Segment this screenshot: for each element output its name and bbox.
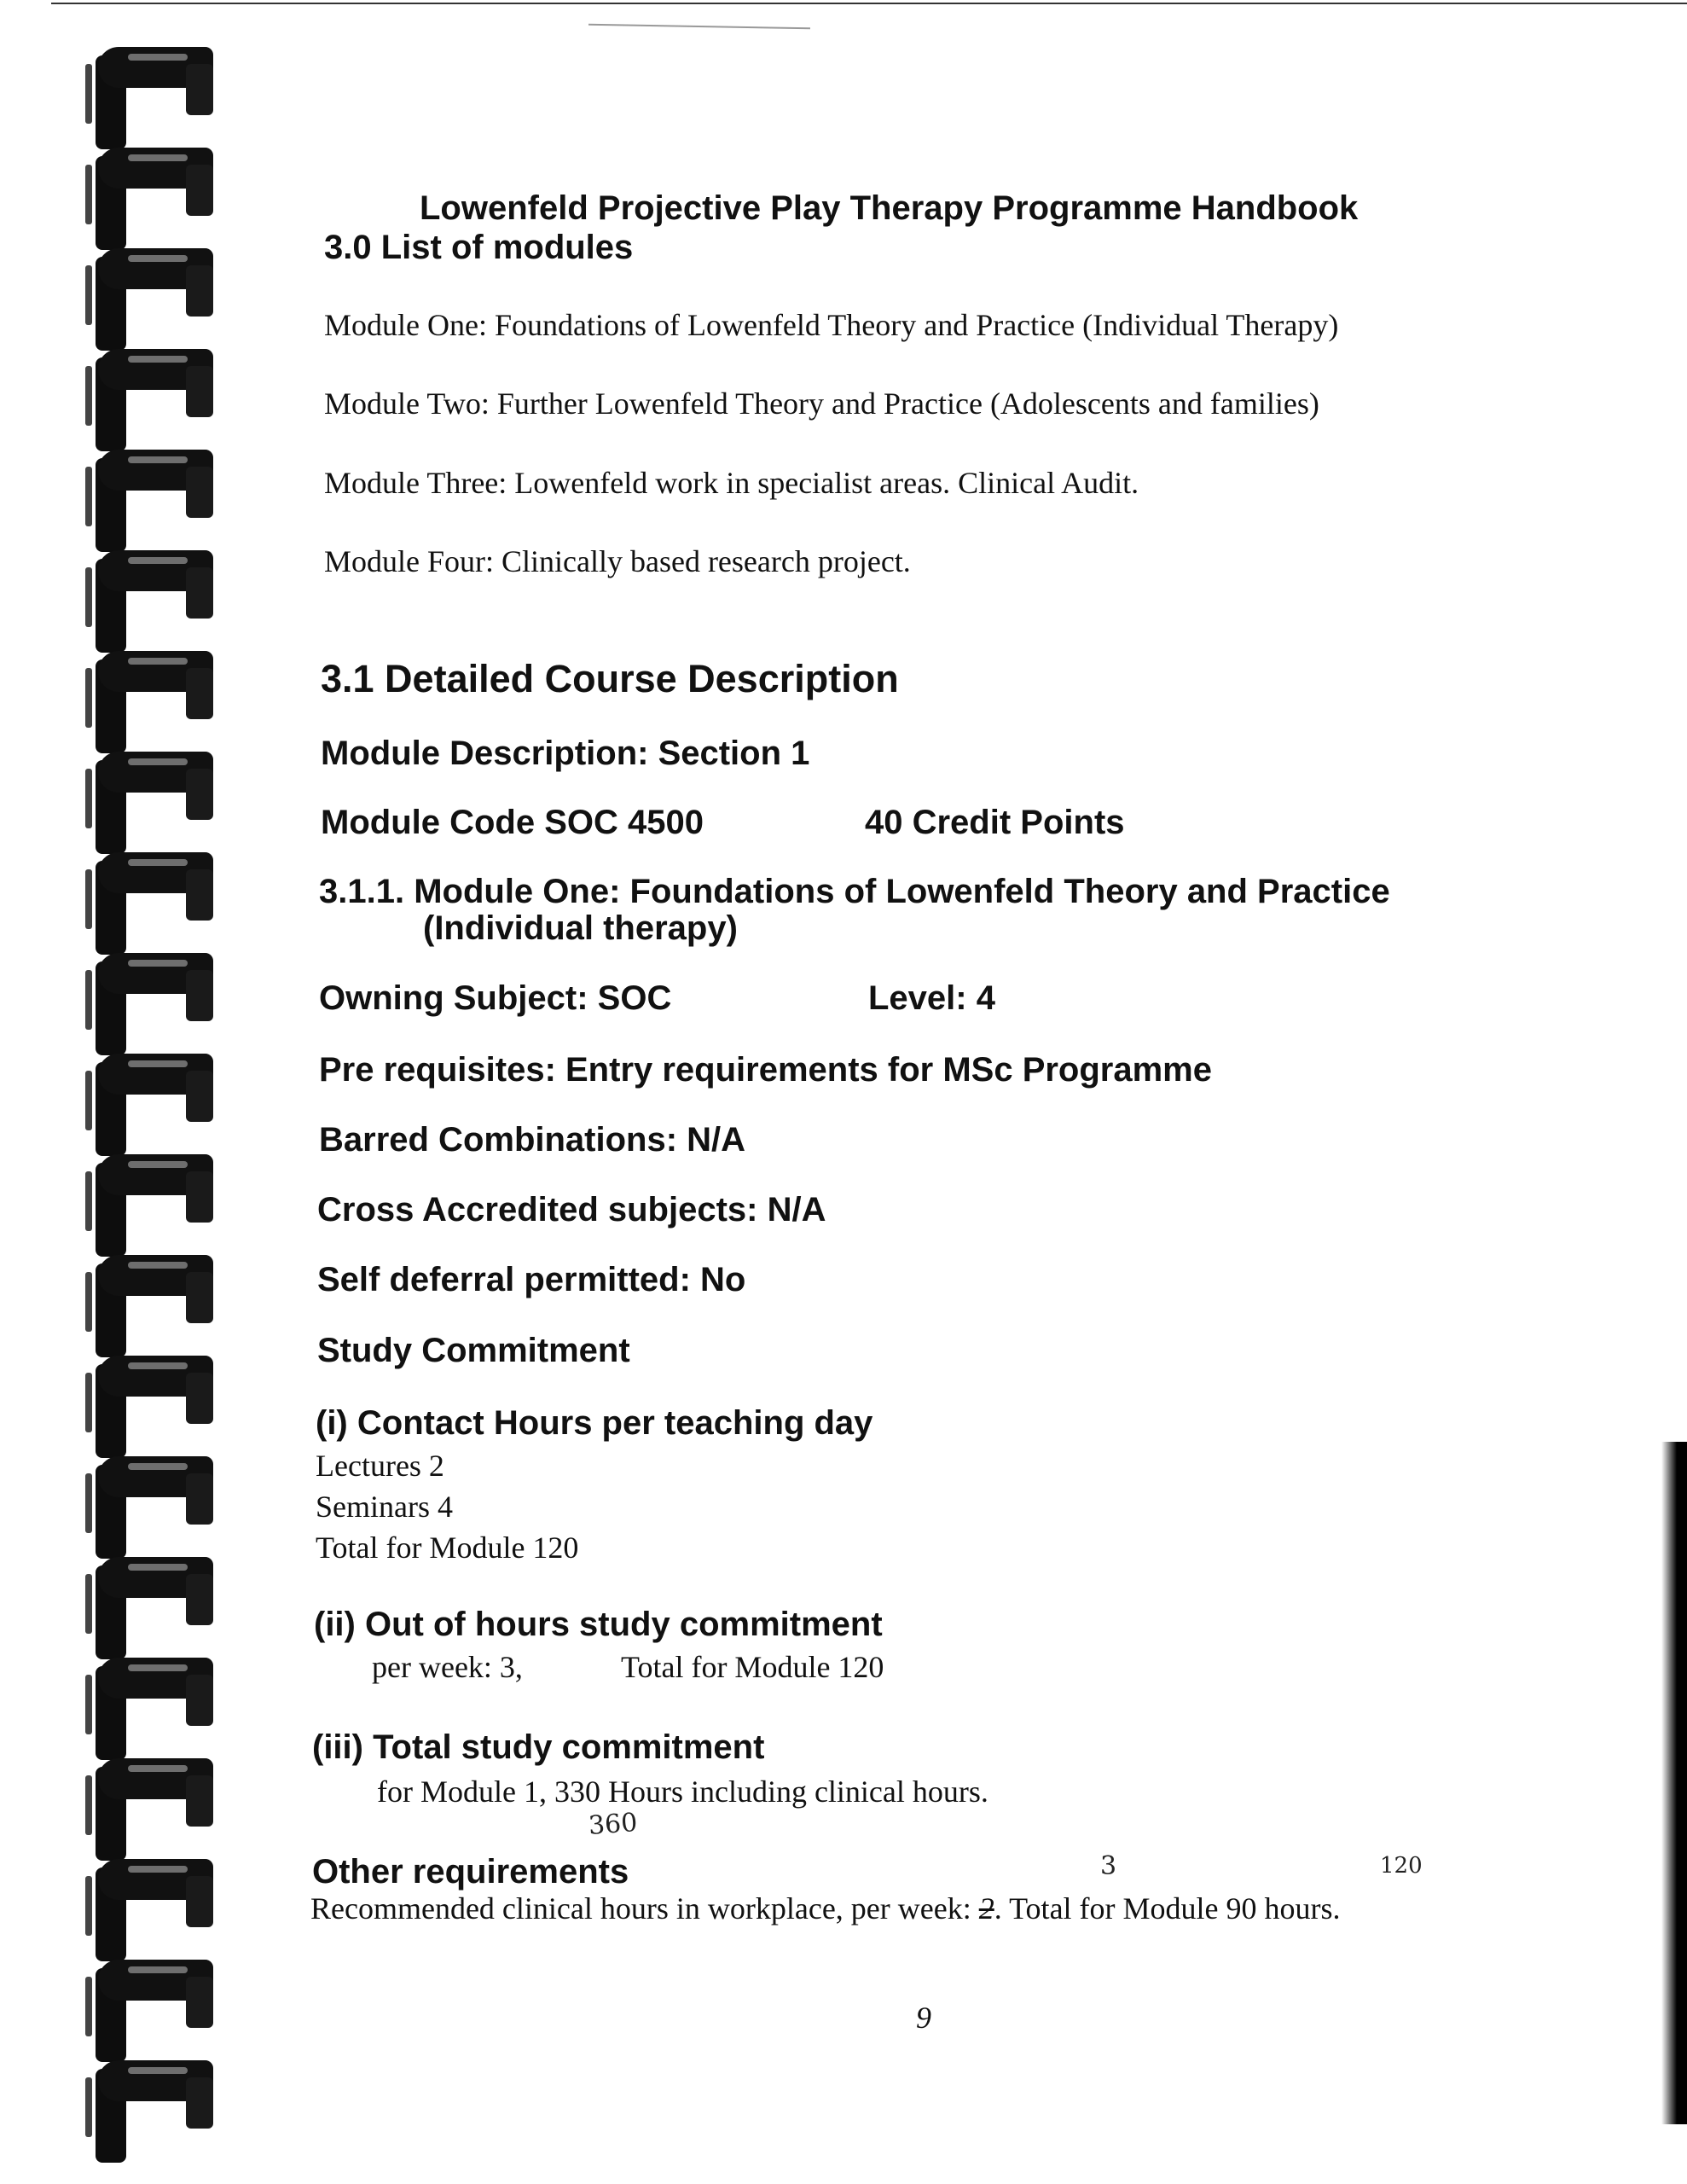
module-list-item: Module Two: Further Lowenfeld Theory and Practice (Adolescents and families): [324, 386, 1319, 421]
ring-highlight: [128, 1564, 188, 1571]
ring-end: [186, 1171, 213, 1223]
punch-hole: [85, 366, 92, 426]
total-study-text: for Module 1, 330 Hours including clinical hours.: [377, 1774, 988, 1809]
module-one-title: 3.1.1. Module One: Foundations of Lowenfeld Theory and Practice: [319, 873, 1390, 910]
punch-hole: [85, 64, 92, 124]
ring-highlight: [128, 960, 188, 967]
punch-hole: [85, 769, 92, 828]
scan-mark: [588, 24, 810, 30]
ring-end: [186, 1272, 213, 1323]
ring-end: [186, 970, 213, 1021]
ring-end: [186, 2077, 213, 2129]
ring-highlight: [128, 557, 188, 564]
punch-hole: [85, 668, 92, 728]
handwritten-module-correction: 120: [1380, 1853, 1423, 1879]
study-commitment: Study Commitment: [317, 1332, 630, 1369]
handwritten-hours-correction: 360: [587, 1808, 639, 1841]
ring-highlight: [128, 255, 188, 262]
barred-combinations: Barred Combinations: N/A: [319, 1121, 746, 1159]
module-list-item: Module Three: Lowenfeld work in specialist areas. Clinical Audit.: [324, 466, 1139, 500]
punch-hole: [85, 1373, 92, 1432]
ring-end: [186, 467, 213, 518]
ring-highlight: [128, 456, 188, 463]
punch-hole: [85, 1272, 92, 1332]
ring-highlight: [128, 1866, 188, 1873]
prerequisites: Pre requisites: Entry requirements for MSc Programme: [319, 1051, 1212, 1089]
level: Level: 4: [868, 979, 995, 1017]
comb-binding: [0, 0, 222, 2184]
ring-highlight: [128, 758, 188, 765]
page-number: 9: [916, 2001, 931, 2035]
cross-accredited: Cross Accredited subjects: N/A: [317, 1191, 826, 1228]
module-one-subtitle: (Individual therapy): [423, 909, 738, 947]
struck-value: 2: [978, 1891, 994, 1926]
ring-highlight: [128, 1060, 188, 1067]
punch-hole: [85, 1775, 92, 1835]
ring-highlight: [128, 859, 188, 866]
ring-end: [186, 1775, 213, 1827]
out-of-hours-heading: (ii) Out of hours study commitment: [314, 1606, 883, 1643]
handwritten-week-correction: 3: [1100, 1851, 1117, 1881]
ring-end: [186, 1071, 213, 1122]
ring-end: [186, 1574, 213, 1625]
punch-hole: [85, 1171, 92, 1231]
other-text-before: Recommended clinical hours in workplace, per week:: [310, 1891, 979, 1926]
ring-end: [186, 165, 213, 216]
credit-points: 40 Credit Points: [865, 804, 1125, 841]
punch-hole: [85, 1071, 92, 1130]
page-edge: [51, 3, 1687, 4]
ring-highlight: [128, 356, 188, 363]
ring-highlight: [128, 1161, 188, 1168]
ring-end: [186, 869, 213, 921]
per-week: per week: 3,: [372, 1650, 523, 1684]
ring-highlight: [128, 154, 188, 161]
ring-highlight: [128, 1362, 188, 1369]
lectures: Lectures 2: [316, 1449, 444, 1483]
ring-end: [186, 1977, 213, 2028]
self-deferral: Self deferral permitted: No: [317, 1261, 746, 1298]
punch-hole: [85, 265, 92, 325]
total-study-heading: (iii) Total study commitment: [312, 1728, 765, 1766]
punch-hole: [85, 165, 92, 224]
other-requirements-text: [310, 1891, 1341, 1926]
punch-hole: [85, 1876, 92, 1936]
punch-hole: [85, 567, 92, 627]
punch-hole: [85, 1574, 92, 1634]
punch-hole: [85, 1473, 92, 1533]
ring-end: [186, 265, 213, 317]
scan-shadow: [1661, 1442, 1687, 2124]
ring-highlight: [128, 1966, 188, 1973]
punch-hole: [85, 1977, 92, 2036]
ring-highlight: [128, 1765, 188, 1772]
owning-subject: Owning Subject: SOC: [319, 979, 672, 1017]
module-description: Module Description: Section 1: [321, 735, 810, 772]
ring-end: [186, 366, 213, 417]
module-code: Module Code SOC 4500: [321, 804, 704, 841]
section-heading: 3.0 List of modules: [324, 229, 634, 266]
ring-end: [186, 668, 213, 719]
punch-hole: [85, 1675, 92, 1734]
ring-end: [186, 1876, 213, 1927]
ring-highlight: [128, 1664, 188, 1671]
ring-highlight: [128, 2067, 188, 2074]
ring-end: [186, 1373, 213, 1424]
ring-end: [186, 1473, 213, 1525]
ring-end: [186, 1675, 213, 1726]
other-requirements-heading: Other requirements: [312, 1853, 629, 1891]
punch-hole: [85, 869, 92, 929]
ring-highlight: [128, 1463, 188, 1470]
out-of-hours-total: Total for Module 120: [621, 1650, 884, 1684]
contact-hours-heading-text: (i) Contact Hours per teaching day: [316, 1404, 873, 1442]
other-text-after: . Total for Module 90 hours.: [994, 1891, 1341, 1926]
punch-hole: [85, 2077, 92, 2137]
ring-highlight: [128, 1262, 188, 1269]
module-list-item: Module One: Foundations of Lowenfeld Theory and Practice (Individual Therapy): [324, 308, 1339, 342]
seminars: Seminars 4: [316, 1490, 453, 1524]
ring-highlight: [128, 658, 188, 665]
ring-end: [186, 64, 213, 115]
ring-end: [186, 769, 213, 820]
punch-hole: [85, 467, 92, 526]
ring-highlight: [128, 54, 188, 61]
handbook-title: Lowenfeld Projective Play Therapy Programme Handbook: [420, 189, 1359, 227]
punch-hole: [85, 970, 92, 1030]
ring-end: [186, 567, 213, 619]
module-list-item: Module Four: Clinically based research project.: [324, 544, 911, 578]
course-heading: 3.1 Detailed Course Description: [321, 657, 899, 700]
contact-hours-heading: [316, 1404, 872, 1443]
contact-total: Total for Module 120: [316, 1531, 579, 1565]
